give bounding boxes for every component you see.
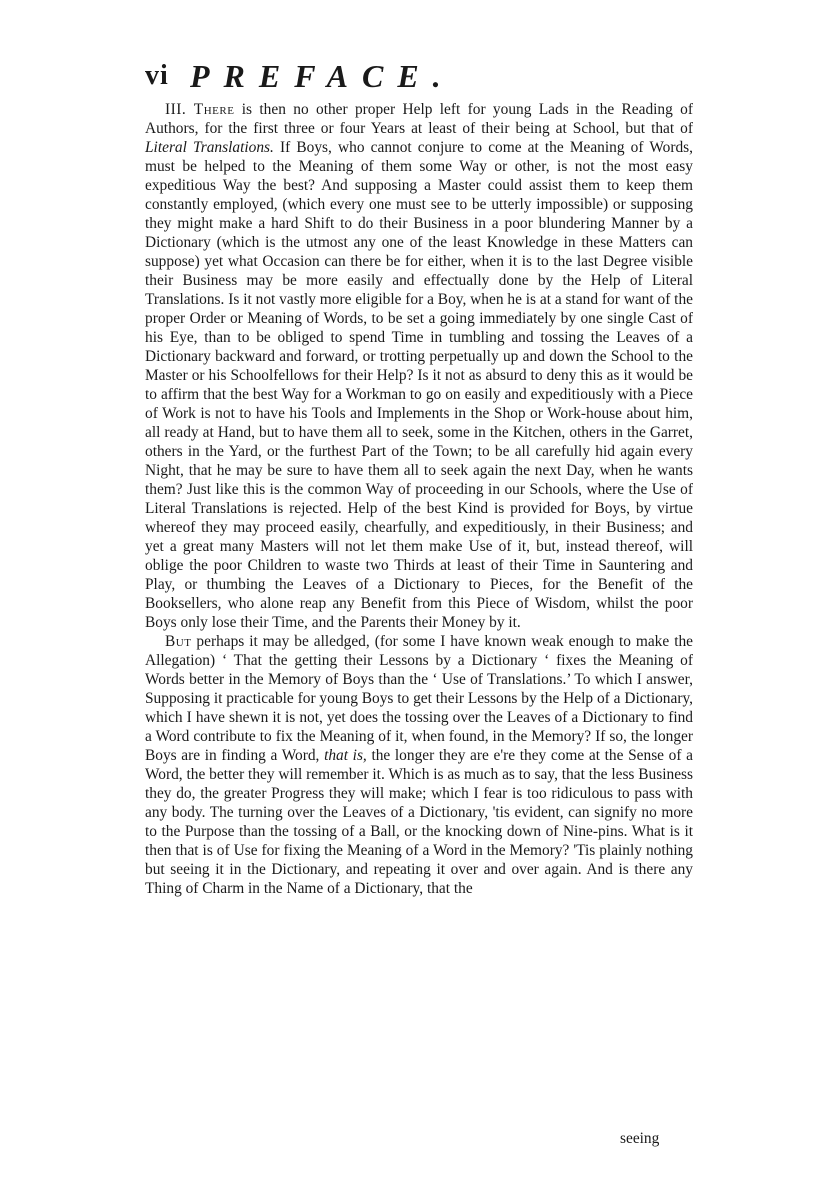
paragraph-text: If Boys, who cannot conjure to come at the Meaning of Words, must be helped to the Meaning of them some Way or other, is not the most easy expeditious Way the best? And supposing a Master could assist them to keep them constantly employed, (which every one must see to be utterly impossible) or supposing they might make a hard Shift to do their Business in a poor blundering Manner by a Dictionary (which is the utmost any one of the least Knowledge in these Matters can suppose) yet what Occasion can there be for either, when it is to the last Degree visible their Business may be more easily and effectually done by the Help of Literal Translations. Is it not vastly more eligible for a Boy, when he is at a stand for want of the proper Order or Meaning of Words, to be set a going immediately by one single Cast of his Eye, than to be obliged to spend Time in tumbling and tossing the Leaves of a Dictionary backward and forward, or trotting perpetually up and down the School to the Master or his Schoolfellows for their Help? Is it not as absurd to deny this as it would be to affirm that the best Way for a Workman to go on easily and expeditiously with a Piece of Work is not to have his Tools and Implements in the Shop or Work-house about him, all ready at Hand, but to have them all to seek, some in the Kitchen, others in the Garret, others in the Yard, or the furthest Part of the Town; to be all carefully hid again every Night, that he may be sure to have them all to seek again the next Day, when he wants them? Just like this is the common Way of proceeding in our Schools, where the Use of Literal Translations is rejected. Help of the best Kind is provided for Boys, by virtue whereof they may proceed easily, chearfully, and expeditiously, in their Business; and yet a great many Masters will not let them make Use of it, but, instead thereof, will oblige the poor Children to waste two Thirds at least of their Time in Sauntering and Play, or thumbing the Leaves of a Dictionary to Pieces, for the Benefit of the Booksellers, who alone reap any Benefit from this Piece of Wisdom, whilst the poor Boys only lose their Time, and the Parents their Money by it. [145, 139, 693, 631]
paragraph-text: perhaps it may be alledged, (for some I have known weak enough to make the Allegation) ‘ That the getting their Lessons by a Dictionary ‘ fixes the Meaning of Words better in the Memory of Boys than the ‘ Use of Translations.’ To which I answer, Supposing it practicable for young Boys to get their Lessons by the Help of a Dictionary, which I have shewn it is not, yet does the tossing over the Leaves of a Dictionary to find a Word contribute to fix the Meaning of it, when found, in the Memory? If so, the longer Boys are in finding a Word, [145, 633, 693, 764]
paragraph-lead: III. There [165, 101, 235, 118]
paragraph-iii [145, 100, 693, 632]
paragraph-lead: But [165, 633, 192, 650]
italic-phrase: that is, [324, 747, 367, 764]
page-header [145, 58, 695, 98]
page-number: vi [145, 60, 169, 91]
italic-phrase: Literal Translations. [145, 139, 274, 156]
paragraph-but [145, 632, 693, 898]
catchword: seeing [620, 1130, 660, 1147]
body-text [145, 100, 693, 898]
running-title: PREFACE. [190, 58, 455, 94]
paragraph-text: the longer they are e're they come at the Sense of a Word, the better they will remember it. Which is as much as to say, that the less Business they do, the greater Progress they will make; which I fear is too ridiculous to pass with any body. The turning over the Leaves of a Dictionary, 'tis evident, can signify no more to the Purpose than the tossing of a Ball, or the knocking down of Nine-pins. What is it then that is of Use for fixing the Meaning of a Word in the Memory? 'Tis plainly nothing but seeing it in the Dictionary, and repeating it over and over again. And is there any Thing of Charm in the Name of a Dictionary, that the [145, 747, 694, 897]
paragraph-text: is then no other proper Help left for young Lads in the Reading of Authors, for the first three or four Years at least of their being at School, but that of [145, 101, 693, 137]
